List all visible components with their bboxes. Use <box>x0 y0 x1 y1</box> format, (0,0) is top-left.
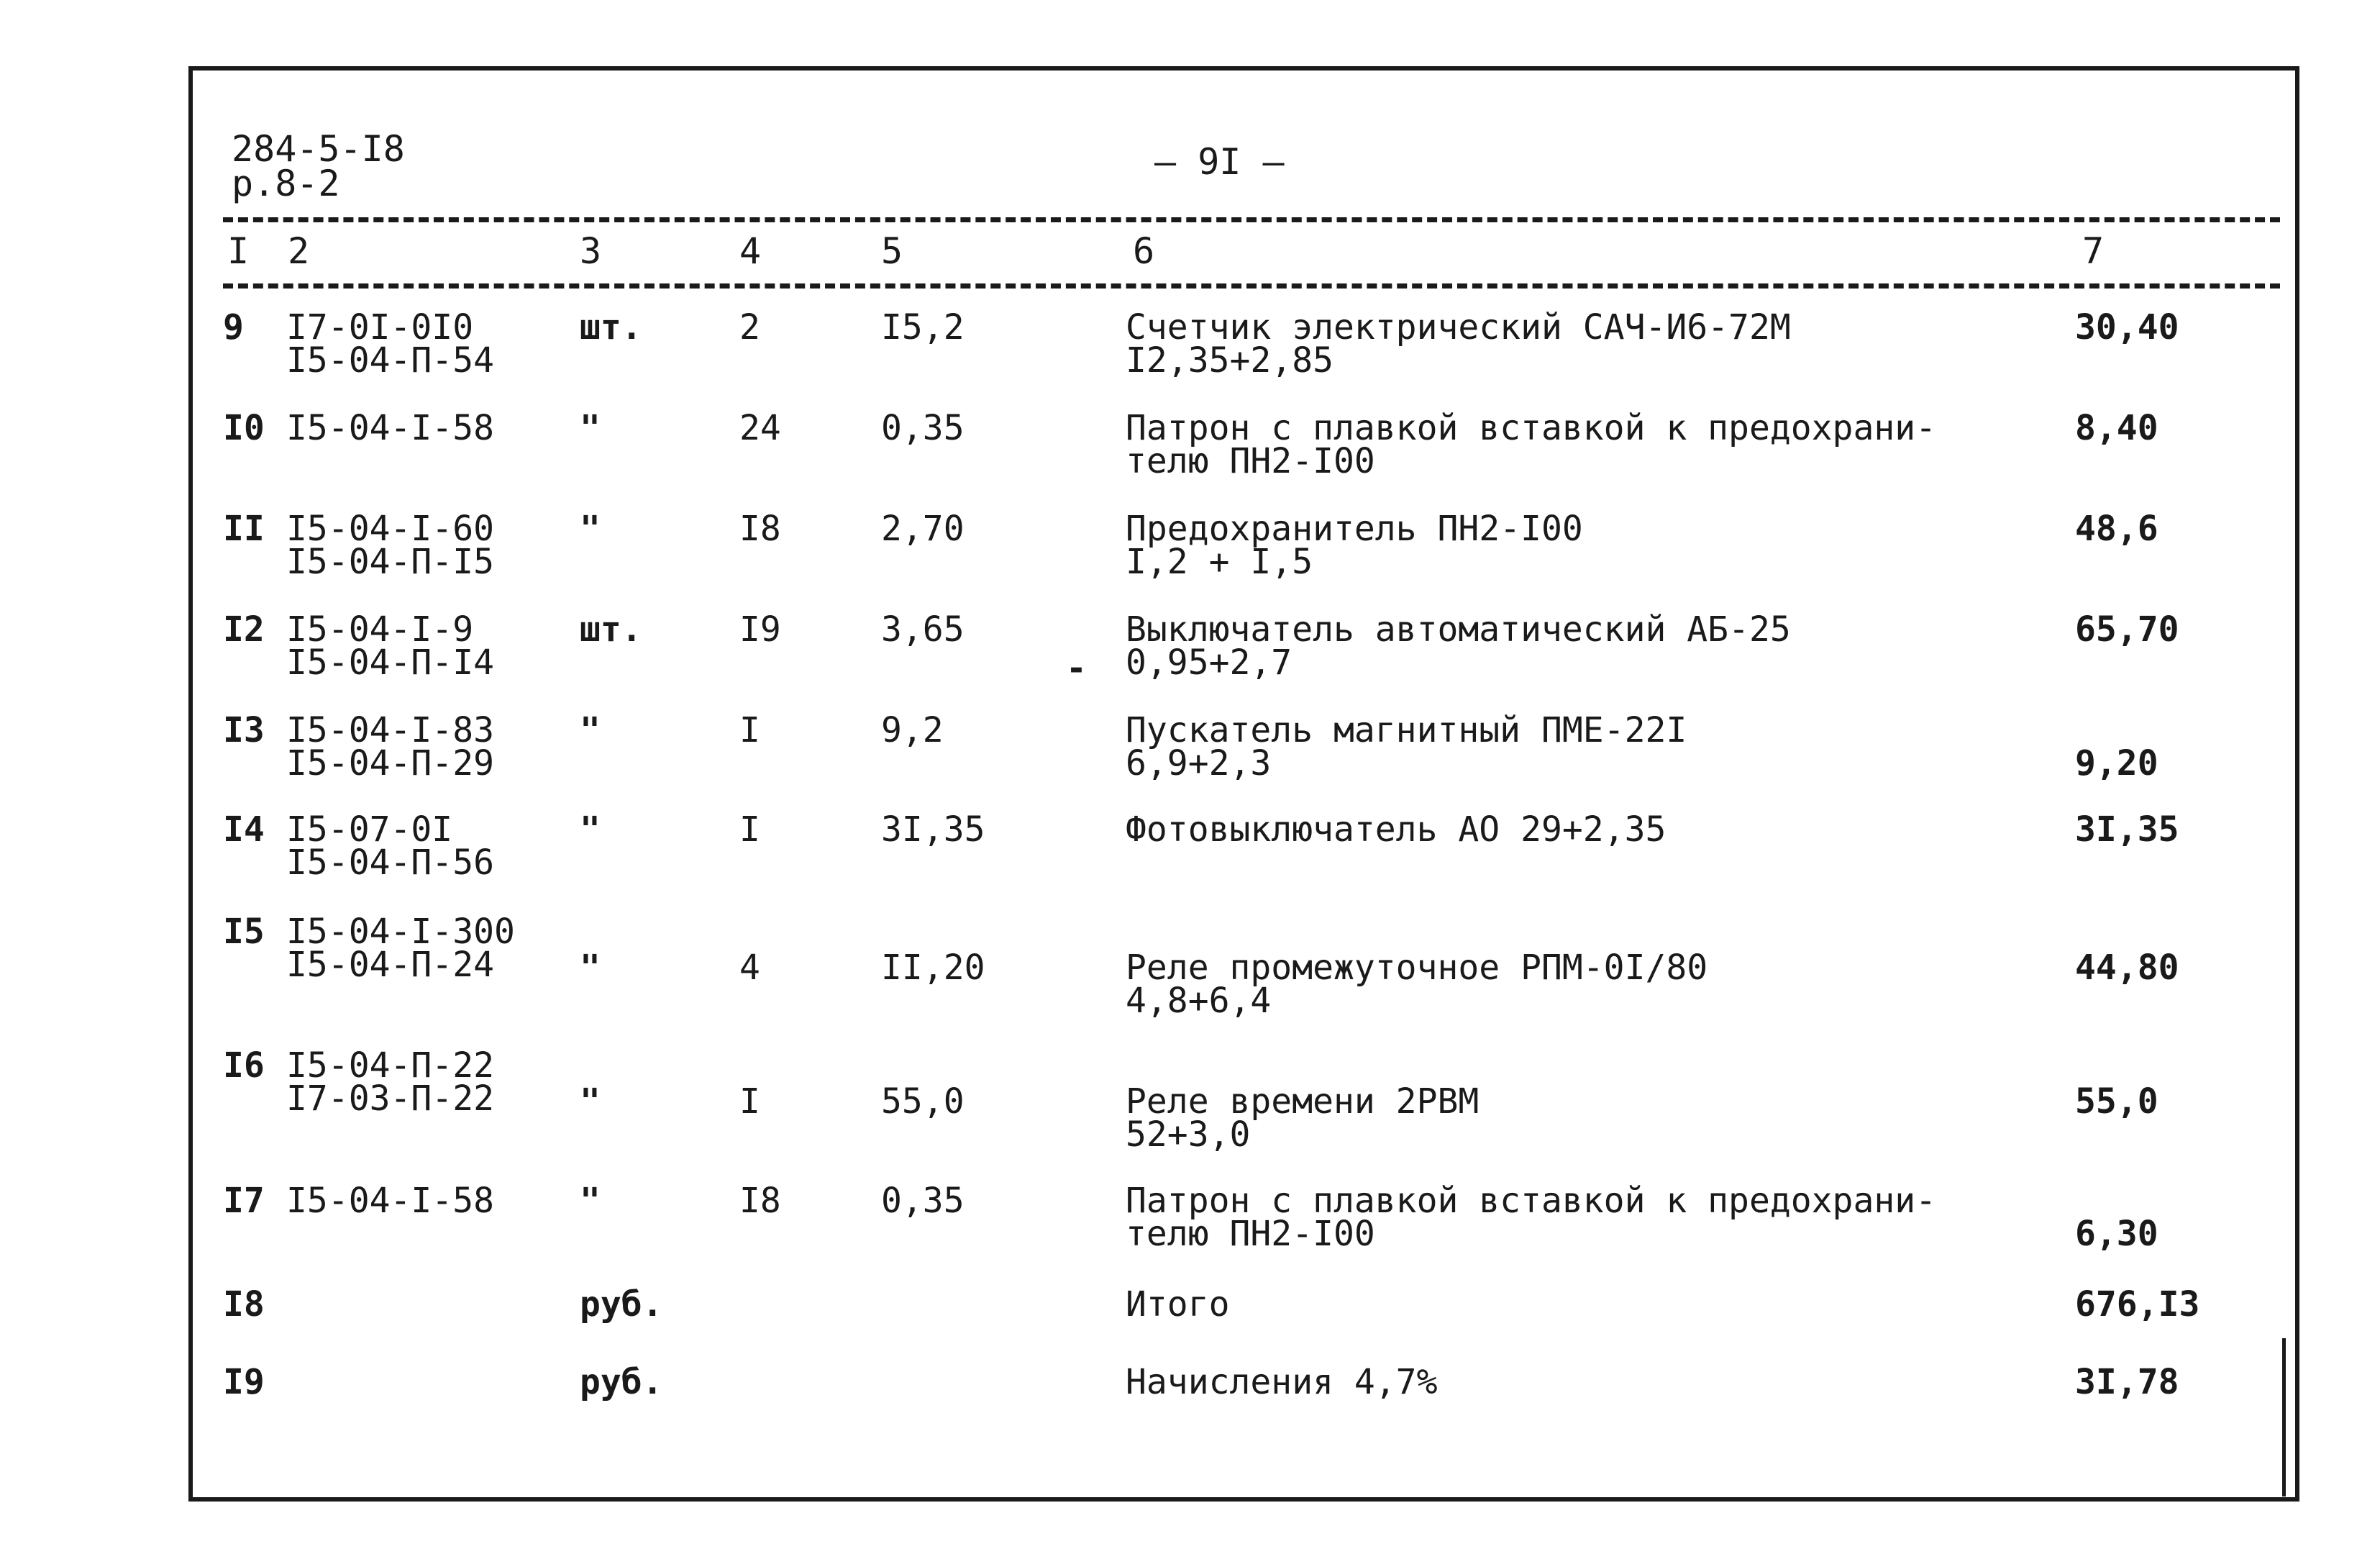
unit: " <box>580 509 601 549</box>
document-section: р.8-2 <box>232 163 340 204</box>
quantity: I <box>739 809 760 850</box>
page-number: — 9I — <box>1154 141 1285 183</box>
unit-price: 55,0 <box>881 1081 965 1122</box>
row-number: I4 <box>223 809 265 850</box>
unit-price: 0,35 <box>881 408 965 448</box>
unit: шт. <box>580 307 642 347</box>
norm-code: I5-04-I-83 I5-04-П-29 <box>286 710 494 783</box>
unit: шт. <box>580 609 642 650</box>
quantity: I8 <box>739 509 781 549</box>
unit-price: I5,2 <box>881 307 965 347</box>
description: Счетчик электрический САЧ-И6-72М I2,35+2,85 <box>1126 307 1791 381</box>
total: 30,40 <box>2075 307 2179 347</box>
row-number: I5 <box>223 912 265 952</box>
description: Реле промежуточное РПМ-0I/80 4,8+6,4 <box>1126 948 1708 1021</box>
row-number: I9 <box>223 1362 265 1402</box>
row-number: I3 <box>223 710 265 750</box>
unit-price: 2,70 <box>881 509 965 549</box>
header-top-rule <box>223 217 2280 222</box>
description: Патрон с плавкой вставкой к предохрани- телю ПН2-I00 <box>1126 408 1937 481</box>
description: Начисления 4,7% <box>1126 1362 1438 1402</box>
description: Патрон с плавкой вставкой к предохрани- телю ПН2-I00 <box>1126 1181 1937 1254</box>
total: 8,40 <box>2075 408 2158 448</box>
description: Фотовыключатель АО 29+2,35 <box>1126 809 1667 850</box>
row-number: I8 <box>223 1284 265 1325</box>
unit-price: 0,35 <box>881 1181 965 1221</box>
norm-code: I5-04-I-58 <box>286 408 494 448</box>
quantity: 24 <box>739 408 781 448</box>
column-header-5: 5 <box>881 230 903 272</box>
column-header-2: 2 <box>288 230 310 272</box>
header-bottom-rule <box>223 283 2280 289</box>
unit: руб. <box>580 1362 663 1402</box>
total: 65,70 <box>2075 609 2179 650</box>
norm-code: I7-0I-0I0 I5-04-П-54 <box>286 307 494 381</box>
quantity: I <box>739 710 760 750</box>
unit: " <box>580 948 601 988</box>
quantity: I9 <box>739 609 781 650</box>
unit-price: 3,65 <box>881 609 965 650</box>
unit-price: II,20 <box>881 948 985 988</box>
unit: " <box>580 809 601 850</box>
norm-code: I5-04-П-22 I7-03-П-22 <box>286 1045 494 1119</box>
quantity: I <box>739 1081 760 1122</box>
column-header-3: 3 <box>580 230 602 272</box>
norm-code: I5-04-I-60 I5-04-П-I5 <box>286 509 494 582</box>
description: Выключатель автоматический АБ-25 0,95+2,7 <box>1126 609 1791 683</box>
norm-code: I5-07-0I I5-04-П-56 <box>286 809 494 883</box>
right-margin-line <box>2282 1338 2286 1496</box>
row-number: I6 <box>223 1045 265 1086</box>
unit-price: 3I,35 <box>881 809 985 850</box>
description: Итого <box>1126 1284 1230 1325</box>
unit: " <box>580 710 601 750</box>
row-number: I2 <box>223 609 265 650</box>
total: 6,30 <box>2075 1214 2158 1254</box>
quantity: I8 <box>739 1181 781 1221</box>
total: 3I,78 <box>2075 1362 2179 1402</box>
unit: руб. <box>580 1284 663 1325</box>
total: 55,0 <box>2075 1081 2158 1122</box>
quantity: 4 <box>739 948 760 988</box>
description: Реле времени 2РВМ 52+3,0 <box>1126 1081 1479 1155</box>
total: 44,80 <box>2075 948 2179 988</box>
total: 676,I3 <box>2075 1284 2200 1325</box>
unit: " <box>580 1181 601 1221</box>
unit: " <box>580 408 601 448</box>
description: Предохранитель ПН2-I00 I,2 + I,5 <box>1126 509 1583 582</box>
row-number: 9 <box>223 307 244 347</box>
unit-price: 9,2 <box>881 710 944 750</box>
column-header-7: 7 <box>2082 230 2105 272</box>
unit: " <box>580 1081 601 1122</box>
column-header-6: 6 <box>1133 230 1155 272</box>
stray-mark: - <box>1066 648 1087 689</box>
row-number: I7 <box>223 1181 265 1221</box>
norm-code: I5-04-I-9 I5-04-П-I4 <box>286 609 494 683</box>
document-code: 284-5-I8 <box>232 128 405 170</box>
column-header-4: 4 <box>739 230 762 272</box>
norm-code: I5-04-I-300 I5-04-П-24 <box>286 912 515 985</box>
total: 9,20 <box>2075 743 2158 783</box>
norm-code: I5-04-I-58 <box>286 1181 494 1221</box>
row-number: I0 <box>223 408 265 448</box>
total: 48,6 <box>2075 509 2158 549</box>
row-number: II <box>223 509 265 549</box>
total: 3I,35 <box>2075 809 2179 850</box>
quantity: 2 <box>739 307 760 347</box>
column-header-1: I <box>227 230 250 272</box>
description: Пускатель магнитный ПМЕ-22I 6,9+2,3 <box>1126 710 1687 783</box>
page-frame <box>188 66 2299 1502</box>
